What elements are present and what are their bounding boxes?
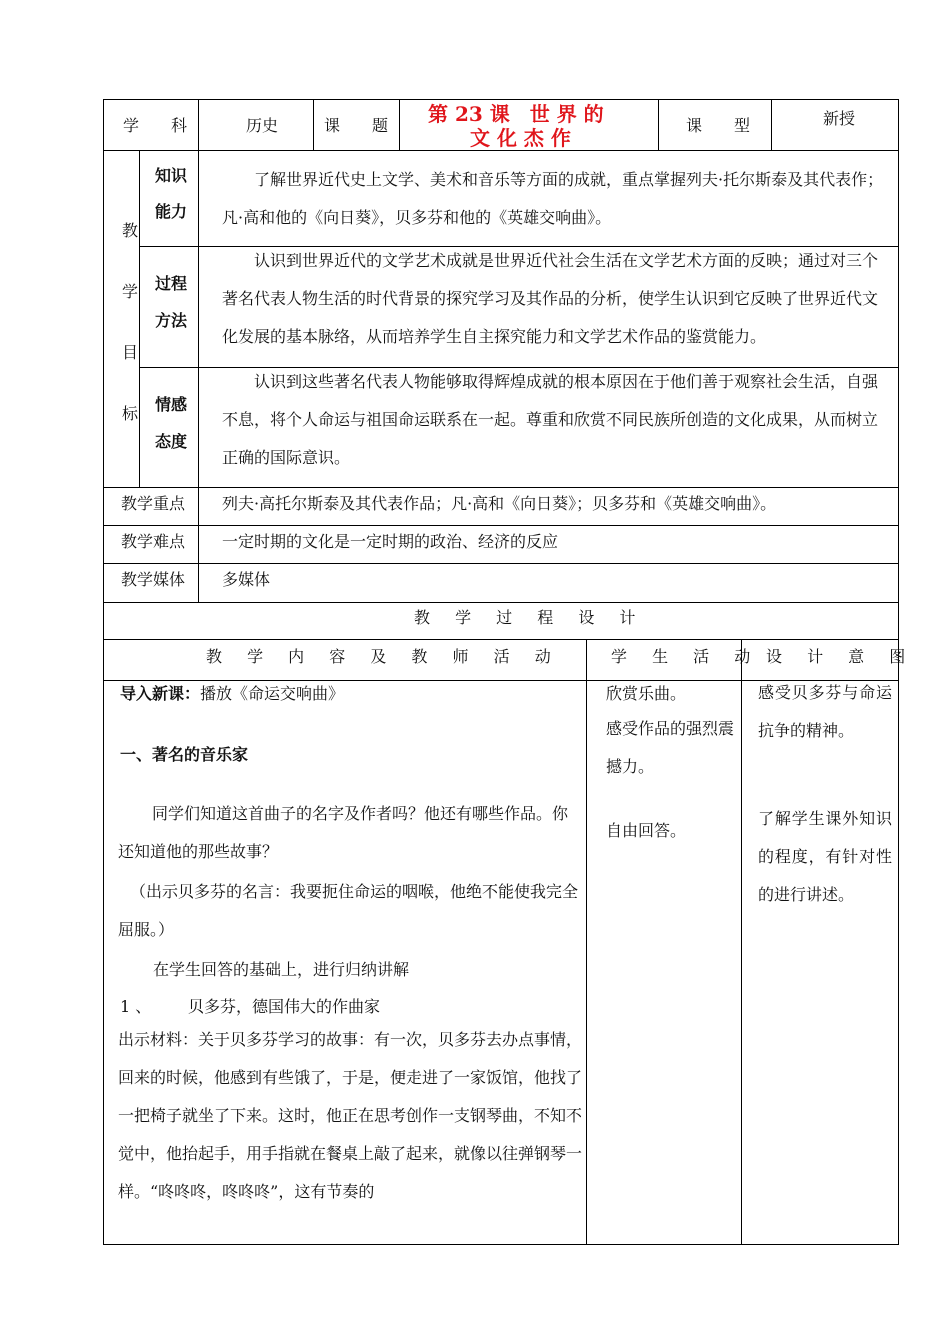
objectives-side-char-2: 学: [122, 282, 139, 301]
type-value: 新授: [823, 109, 856, 128]
emotion-label-line1: 情感: [155, 395, 188, 414]
design-intent-2: 了解学生课外知识的程度，有针对性的进行讲述。: [758, 809, 892, 904]
type-label: 课 型: [686, 116, 751, 135]
question-paragraph: 同学们知道这首曲子的名字及作者吗？他还有哪些作品。你还知道他的那些故事？: [118, 804, 569, 861]
knowledge-label-cell: [139, 150, 199, 247]
media-text: 多媒体: [222, 570, 271, 589]
item1-number: 1 、: [120, 997, 152, 1016]
subject-value: 历史: [246, 116, 279, 135]
key-points-text: 列夫·高托尔斯泰及其代表作品；凡·高和《向日葵》；贝多芬和《英雄交响曲》。: [222, 494, 777, 513]
col1-header: 教 学 内 容 及 教 师 活 动: [206, 647, 561, 666]
topic-label: 课 题: [324, 116, 389, 135]
emotion-text: 认识到这些著名代表人物能够取得辉煌成就的根本原因在于他们善于观察社会生活，自强不息，将个人命运与祖国命运联系在一起。尊重和欣赏不同民族所创造的文化成果，从而树立正确的国际意识。: [222, 372, 879, 467]
col3-header: 设 计 意 图: [766, 647, 916, 666]
item1-text: 贝多芬，德国伟大的作曲家: [188, 997, 381, 1016]
process-label-line2: 方法: [155, 311, 188, 330]
process-design-title: 教 学 过 程 设 计: [414, 608, 646, 627]
emotion-label-line2: 态度: [155, 432, 188, 451]
objectives-side-char-3: 目: [122, 343, 139, 362]
objectives-side-cell: [103, 150, 140, 488]
col2-header: 学 生 活 动: [611, 647, 761, 666]
student-activity-1: 欣赏乐曲。: [606, 684, 687, 703]
knowledge-label-line1: 知识: [155, 166, 188, 185]
subject-label: 学 科: [123, 116, 188, 135]
student-activity-3: 自由回答。: [606, 821, 687, 840]
process-label-cell: [139, 246, 199, 368]
lesson-title-line2: 文 化 杰 作: [470, 126, 571, 150]
media-text-cell: [198, 563, 899, 603]
emotion-label-cell: [139, 367, 199, 488]
intent-cell: [741, 680, 899, 1245]
student-activity-2: 感受作品的强烈震撼力。: [606, 719, 735, 776]
intro-text: 播放《命运交响曲》: [200, 684, 345, 703]
intro-line: [120, 684, 344, 704]
material-paragraph: 出示材料：关于贝多芬学习的故事：有一次，贝多芬去办点事情，回来的时候，他感到有些饿了，于是，便走进了一家饭馆，他找了一把椅子就坐了下来。这时，他正在思考创作一支钢琴曲，不知不觉中，他抬起手，用手指就在餐桌上敲了起来，就像以往弹钢琴一样。“咚咚咚，咚咚咚”，这有节奏的: [118, 1030, 583, 1201]
quote-paragraph: （出示贝多芬的名言：我要扼住命运的咽喉，他绝不能使我完全屈服。）: [118, 882, 579, 939]
section-heading-musician: 一、著名的音乐家: [120, 745, 249, 764]
difficulties-text: 一定时期的文化是一定时期的政治、经济的反应: [222, 532, 559, 551]
knowledge-text: 了解世界近代史上文学、美术和音乐等方面的成就，重点掌握列夫·托尔斯泰及其代表作；凡·高和他的《向日葵》，贝多芬和他的《英雄交响曲》。: [222, 170, 884, 227]
objectives-side-char-1: 教: [122, 221, 139, 240]
process-label-line1: 过程: [155, 274, 188, 293]
lesson-title-line1: 第 23 课 世 界 的: [428, 102, 604, 126]
media-label: 教学媒体: [121, 570, 186, 589]
process-text: 认识到世界近代的文学艺术成就是世界近代社会生活在文学艺术方面的反映；通过对三个著名代表人物生活的时代背景的探究学习及其作品的分析，使学生认识到它反映了世界近代文化发展的基本脉络，从而培养学生自主探究能力和文学艺术作品的鉴赏能力。: [222, 251, 879, 346]
intro-label: 导入新课：: [120, 684, 201, 703]
objectives-side-char-4: 标: [122, 404, 139, 423]
design-intent-1: 感受贝多芬与命运抗争的精神。: [758, 683, 892, 740]
summary-text: 在学生回答的基础上，进行归纳讲解: [153, 960, 410, 979]
knowledge-label-line2: 能力: [155, 202, 188, 221]
difficulties-label: 教学难点: [121, 532, 186, 551]
key-points-label: 教学重点: [121, 494, 186, 513]
